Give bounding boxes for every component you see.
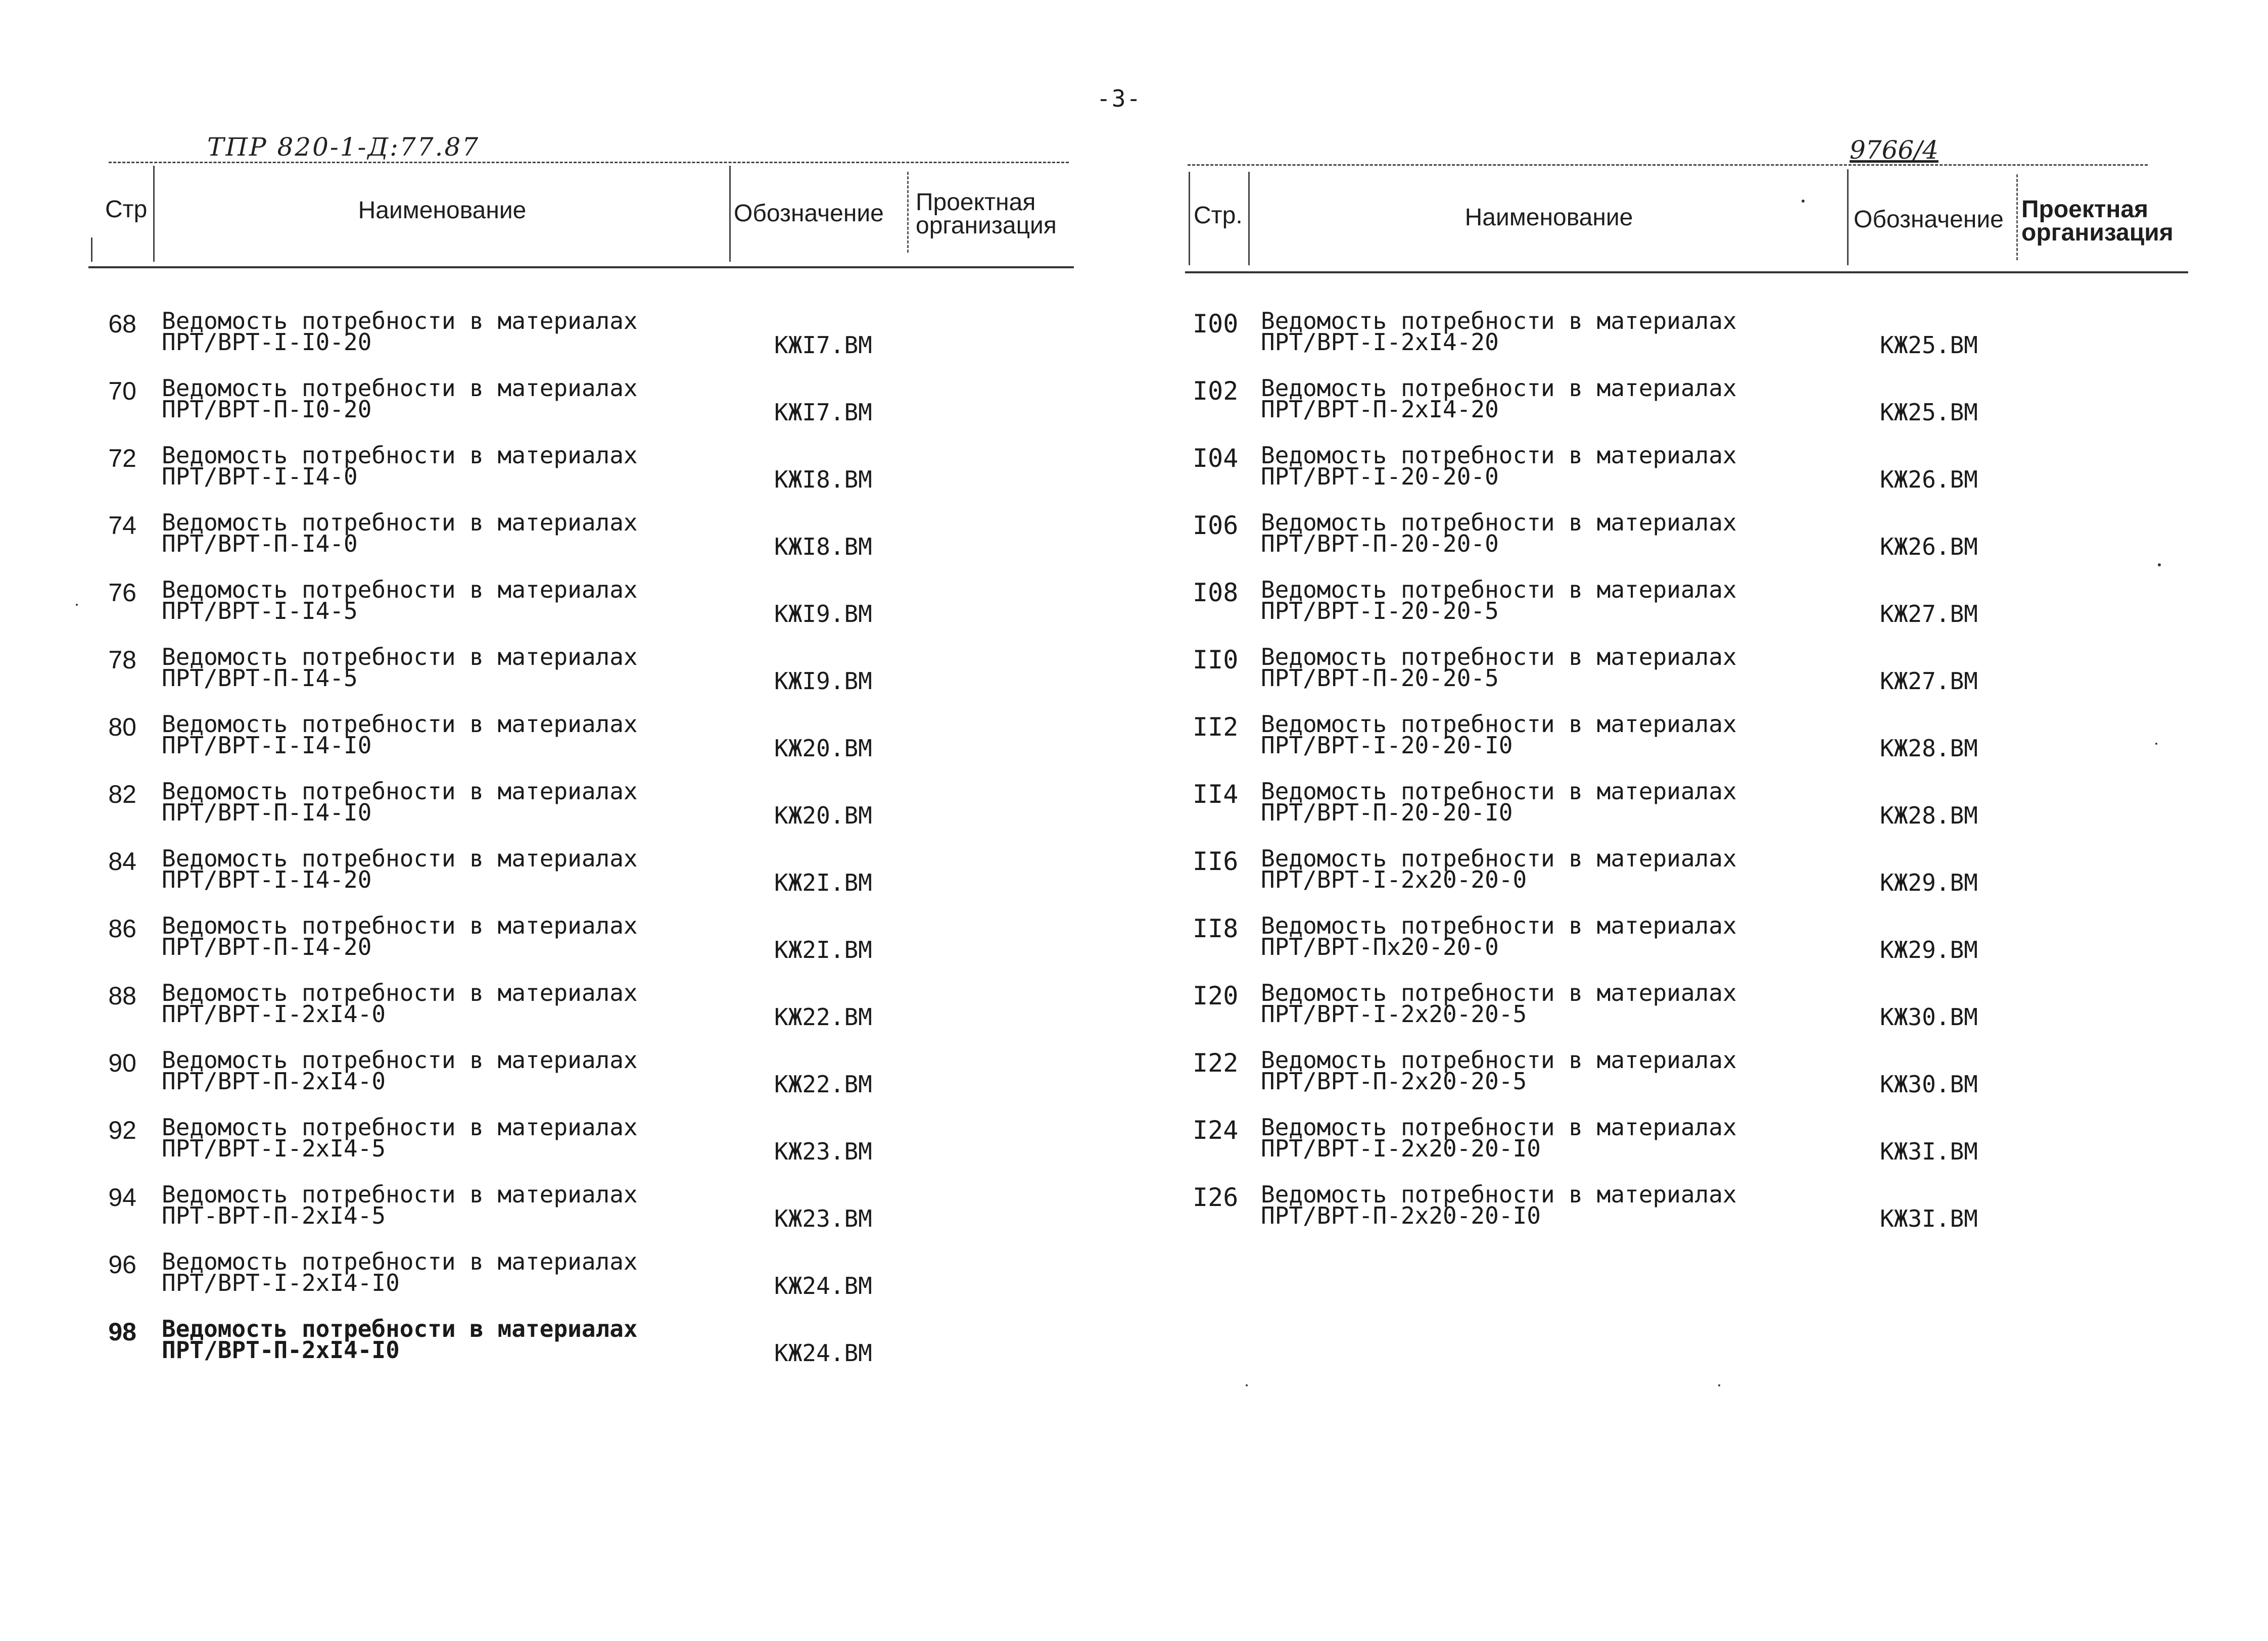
row-name-line1: Ведомость потребности в материалах [1261,845,1737,872]
row-name-line2: ПРТ/ВРТ-П-20-20-0 [1261,530,1499,557]
row-name-line1: Ведомость потребности в материалах [162,1114,638,1141]
row-name-line1: Ведомость потребности в материалах [162,442,638,469]
left-header-bottom-rule [88,266,1074,268]
row-name [1261,1181,1737,1229]
row-code: КЖ26.ВМ [1880,533,1978,560]
left-header-page: Стр [105,196,148,223]
row-code: КЖ20.ВМ [774,802,872,829]
row-page: 92 [108,1116,136,1144]
row-page: 98 [108,1318,136,1346]
row-page: I22 [1193,1048,1239,1078]
row-page: 94 [108,1183,136,1212]
row-name-line2: ПРТ/ВРТ-I-I4-0 [162,463,358,490]
row-code: КЖ2I.ВМ [774,936,872,963]
row-page: II0 [1193,645,1239,674]
row-page: I20 [1193,981,1239,1010]
row-code: КЖ22.ВМ [774,1071,872,1098]
left-header-divider-2 [729,166,731,262]
row-name [1261,442,1737,490]
row-name-line1: Ведомость потребности в материалах [1261,912,1737,939]
right-header-divider-0 [1189,172,1190,265]
row-page: II6 [1193,847,1239,876]
document-code: ТПР 820-1-Д:77.87 [207,132,480,162]
row-code: КЖ26.ВМ [1880,466,1978,493]
row-page: I00 [1193,309,1239,339]
row-code: КЖ22.ВМ [774,1003,872,1031]
row-name-line2: ПРТ/ВРТ-I-2хI4-20 [1261,328,1499,356]
row-code: КЖ28.ВМ [1880,802,1978,829]
row-name [162,979,638,1028]
row-name-line2: ПРТ/ВРТ-П-2х20-20-I0 [1261,1202,1541,1229]
row-name-line2: ПРТ/ВРТ-П-2хI4-I0 [162,1336,400,1364]
row-name-line2: ПРТ/ВРТ-П-2хI4-20 [1261,396,1499,423]
row-code: КЖ28.ВМ [1880,735,1978,762]
row-name-line2: ПРТ/ВРТ-I-I4-I0 [162,732,372,759]
left-header-org-line1: Проектная [916,189,1036,216]
row-name-line1: Ведомость потребности в материалах [162,307,638,334]
row-name-line1: Ведомость потребности в материалах [162,643,638,670]
row-page: 70 [108,377,136,405]
row-name-line1: Ведомость потребности в материалах [1261,979,1737,1006]
row-name-line1: Ведомость потребности в материалах [162,979,638,1006]
row-code: КЖ25.ВМ [1880,399,1978,426]
row-code: КЖ30.ВМ [1880,1003,1978,1031]
right-header-page: Стр. [1194,202,1243,229]
row-name [1261,374,1737,423]
row-name-line1: Ведомость потребности в материалах [1261,576,1737,603]
row-page: I06 [1193,511,1239,540]
row-name-line2: ПРТ/ВРТ-П-I4-I0 [162,799,372,826]
row-page: 86 [108,914,136,943]
row-name-line2: ПРТ/ВРТ-П-I4-0 [162,530,358,557]
row-name-line1: Ведомость потребности в материалах [162,778,638,805]
row-name-line1: Ведомость потребности в материалах [1261,1046,1737,1074]
right-header-divider-1 [1248,172,1250,265]
row-page: 88 [108,982,136,1010]
row-name [162,778,638,826]
row-page: II8 [1193,914,1239,943]
row-code: КЖI8.ВМ [774,466,872,493]
row-code: КЖI9.ВМ [774,600,872,628]
row-name-line2: ПРТ/ВРТ-I-2хI4-I0 [162,1269,400,1296]
row-name-line1: Ведомость потребности в материалах [162,576,638,603]
right-header-designation: Обозначение [1854,206,2004,233]
row-code: КЖ24.ВМ [774,1272,872,1299]
right-header-org-line1: Проектная [2021,196,2149,223]
row-name-line2: ПРТ/ВРТ-I-20-20-I0 [1261,732,1513,759]
row-name-line1: Ведомость потребности в материалах [1261,1181,1737,1208]
sheet-code: 9766/4 [1850,135,1939,165]
row-name [1261,1046,1737,1095]
row-name-line2: ПРТ/ВРТ-I-I4-20 [162,866,372,893]
left-header-org-line2: организация [916,212,1057,239]
row-page: 80 [108,713,136,741]
row-name [1261,576,1737,624]
row-code: КЖ3I.ВМ [1880,1138,1978,1165]
page-number: -3- [1097,85,1142,112]
left-header-divider-1 [153,166,155,262]
row-code: КЖ29.ВМ [1880,936,1978,963]
row-name [162,845,638,893]
row-name [1261,912,1737,960]
left-header-name: Наименование [358,197,527,224]
row-page: 72 [108,444,136,472]
left-header-designation: Обозначение [734,200,884,227]
row-name-line2: ПРТ/ВРТ-I-20-20-0 [1261,463,1499,490]
row-name-line1: Ведомость потребности в материалах [1261,1114,1737,1141]
row-code: КЖ30.ВМ [1880,1071,1978,1098]
row-name-line1: Ведомость потребности в материалах [162,374,638,402]
row-name-line1: Ведомость потребности в материалах [162,1046,638,1074]
row-name-line1: Ведомость потребности в материалах [1261,509,1737,536]
row-name [162,576,638,624]
row-page: 84 [108,847,136,876]
row-name [1261,307,1737,356]
scan-speck [1246,1384,1248,1386]
row-name [162,643,638,692]
row-name [1261,509,1737,557]
row-name-line1: Ведомость потребности в материалах [162,1248,638,1275]
row-name [162,442,638,490]
row-code: КЖ27.ВМ [1880,667,1978,695]
row-name-line1: Ведомость потребности в материалах [162,1315,638,1342]
row-name-line1: Ведомость потребности в материалах [1261,710,1737,738]
left-header-top-rule [109,162,1069,163]
row-name [162,710,638,759]
row-name-line2: ПРТ/ВРТ-I-2х20-20-0 [1261,866,1527,893]
row-page: I08 [1193,578,1239,607]
row-page: I26 [1193,1183,1239,1212]
scan-speck [1802,200,1805,203]
row-name-line1: Ведомость потребности в материалах [1261,643,1737,670]
row-page: 78 [108,646,136,674]
row-code: КЖ29.ВМ [1880,869,1978,896]
row-name [1261,1114,1737,1162]
row-name-line1: Ведомость потребности в материалах [1261,374,1737,402]
row-name-line1: Ведомость потребности в материалах [162,912,638,939]
row-code: КЖI9.ВМ [774,667,872,695]
row-name-line2: ПРТ/ВРТ-П-20-20-I0 [1261,799,1513,826]
right-header-org-line2: организация [2021,219,2174,246]
left-header-divider-3 [907,172,909,253]
row-name-line1: Ведомость потребности в материалах [1261,442,1737,469]
row-code: КЖI8.ВМ [774,533,872,560]
row-name [162,1181,638,1229]
row-name-line1: Ведомость потребности в материалах [1261,778,1737,805]
row-name [162,1248,638,1296]
row-name-line2: ПРТ-ВРТ-П-2хI4-5 [162,1202,386,1229]
row-name-line2: ПРТ/ВРТ-П-20-20-5 [1261,664,1499,692]
row-code: КЖ2I.ВМ [774,869,872,896]
row-name-line1: Ведомость потребности в материалах [162,1181,638,1208]
scan-speck [1718,1384,1720,1386]
row-name [162,912,638,960]
row-name-line1: Ведомость потребности в материалах [1261,307,1737,334]
row-page: I04 [1193,444,1239,473]
row-name [162,1315,638,1364]
row-name [162,374,638,423]
row-code: КЖ23.ВМ [774,1205,872,1232]
row-name-line2: ПРТ/ВРТ-I-2х20-20-5 [1261,1000,1527,1028]
row-name [162,1114,638,1162]
row-page: I02 [1193,376,1239,406]
row-code: КЖ3I.ВМ [1880,1205,1978,1232]
row-code: КЖ23.ВМ [774,1138,872,1165]
row-name [1261,979,1737,1028]
row-name-line2: ПРТ/ВРТ-П-2хI4-0 [162,1068,386,1095]
row-name-line2: ПРТ/ВРТ-I-2хI4-0 [162,1000,386,1028]
scan-speck [2155,743,2157,745]
row-name [1261,710,1737,759]
right-header-bottom-rule [1185,271,2188,273]
right-header-top-rule [1188,164,2148,166]
row-name [1261,643,1737,692]
row-name-line2: ПРТ/ВРТ-Пх20-20-0 [1261,933,1499,960]
row-name-line2: ПРТ/ВРТ-I-20-20-5 [1261,597,1499,624]
row-name-line2: ПРТ/ВРТ-П-I0-20 [162,396,372,423]
row-name-line2: ПРТ/ВРТ-I-I4-5 [162,597,358,624]
row-name [162,1046,638,1095]
scan-speck [2158,563,2161,566]
right-header-divider-3 [2016,174,2018,260]
row-code: КЖI7.ВМ [774,331,872,359]
row-page: II2 [1193,712,1239,742]
row-code: КЖ25.ВМ [1880,331,1978,359]
row-name-line2: ПРТ/ВРТ-I-2х20-20-I0 [1261,1135,1541,1162]
right-header-name: Наименование [1464,204,1633,231]
row-name [162,509,638,557]
left-header-edge-tick [91,237,92,262]
row-name-line2: ПРТ/ВРТ-П-I4-20 [162,933,372,960]
row-name-line2: ПРТ/ВРТ-П-2х20-20-5 [1261,1068,1527,1095]
row-name [1261,778,1737,826]
row-page: 96 [108,1250,136,1279]
row-name-line2: ПРТ/ВРТ-I-I0-20 [162,328,372,356]
row-code: КЖ24.ВМ [774,1339,872,1367]
row-name-line1: Ведомость потребности в материалах [162,845,638,872]
row-name-line2: ПРТ/ВРТ-I-2хI4-5 [162,1135,386,1162]
scan-speck [76,604,78,606]
row-code: КЖ27.ВМ [1880,600,1978,628]
row-page: 76 [108,578,136,607]
row-name [162,307,638,356]
row-code: КЖ20.ВМ [774,735,872,762]
row-page: 68 [108,310,136,338]
row-page: II4 [1193,780,1239,809]
row-name-line1: Ведомость потребности в материалах [162,509,638,536]
row-page: 82 [108,780,136,808]
row-page: 74 [108,511,136,540]
right-header-divider-2 [1847,169,1849,265]
row-name-line2: ПРТ/ВРТ-П-I4-5 [162,664,358,692]
row-name-line1: Ведомость потребности в материалах [162,710,638,738]
row-page: I24 [1193,1116,1239,1145]
row-page: 90 [108,1049,136,1077]
row-name [1261,845,1737,893]
row-code: КЖI7.ВМ [774,399,872,426]
